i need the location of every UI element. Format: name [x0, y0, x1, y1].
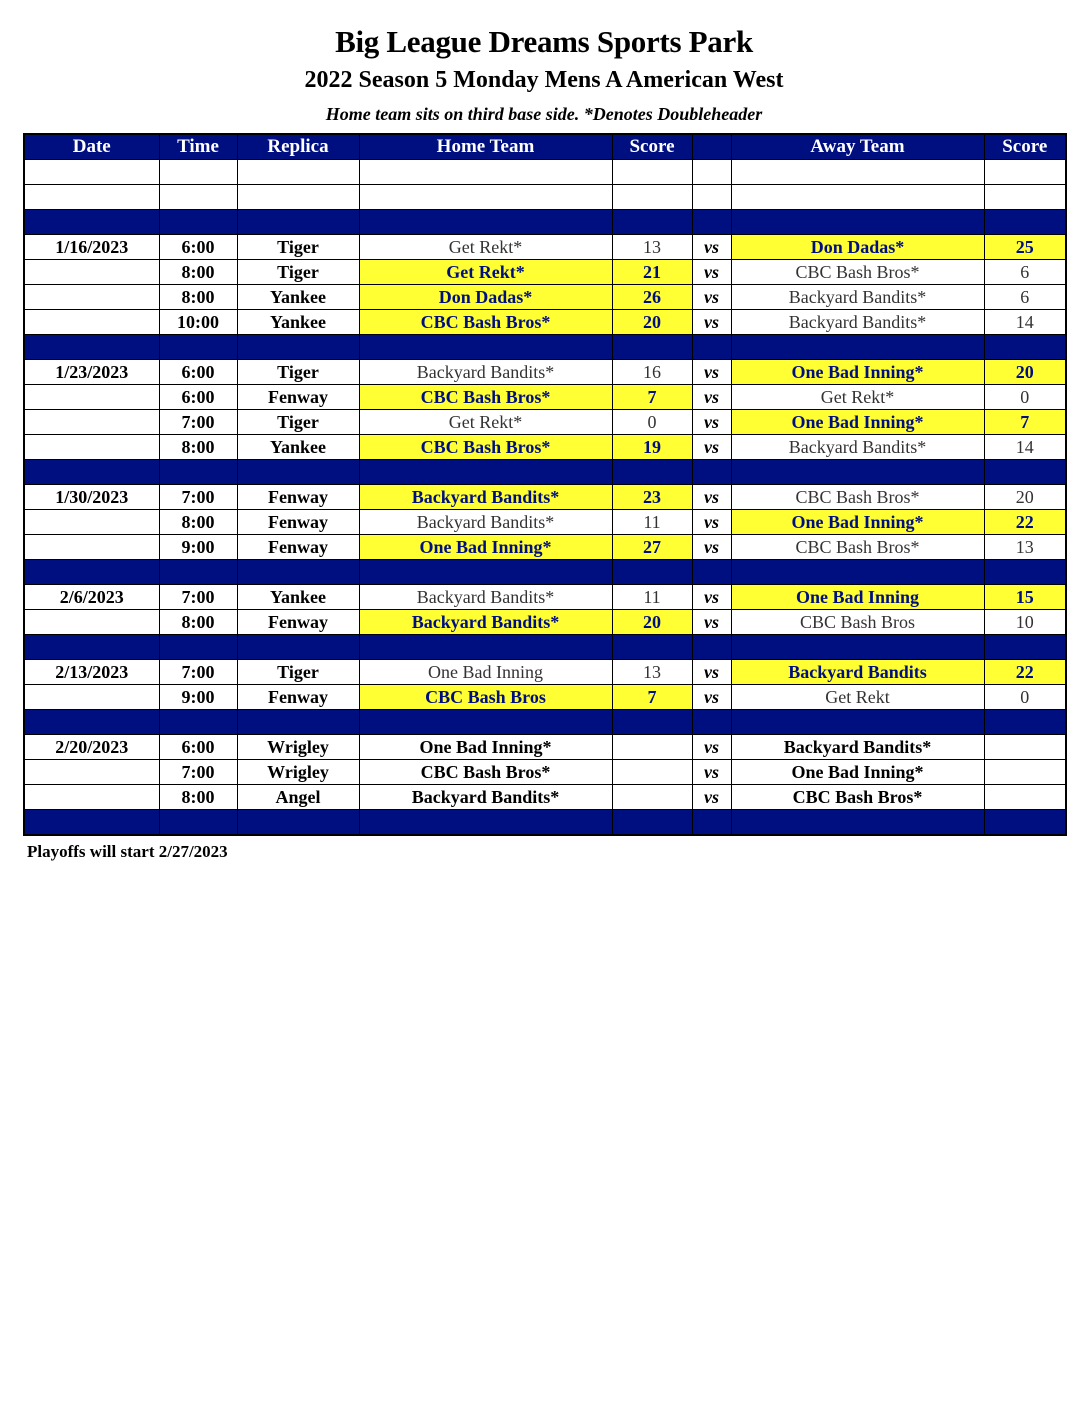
empty-cell — [237, 810, 359, 836]
date-cell — [24, 385, 159, 410]
empty-cell — [692, 460, 731, 485]
away-score-cell: 13 — [984, 535, 1066, 560]
table-row — [24, 310, 1066, 335]
empty-cell — [984, 160, 1066, 185]
time-cell: 7:00 — [159, 660, 237, 685]
empty-cell — [731, 710, 984, 735]
date-cell: 1/16/2023 — [24, 235, 159, 260]
separator-row — [24, 335, 1066, 360]
vs-cell: vs — [692, 435, 731, 460]
away-score-cell: 6 — [984, 260, 1066, 285]
away-score-cell — [984, 785, 1066, 810]
empty-cell — [359, 160, 612, 185]
empty-cell — [159, 460, 237, 485]
empty-cell — [159, 185, 237, 210]
home-score-cell: 13 — [612, 235, 692, 260]
home-score-cell: 20 — [612, 610, 692, 635]
away-team-cell: Backyard Bandits* — [731, 435, 984, 460]
empty-cell — [692, 335, 731, 360]
empty-cell — [237, 710, 359, 735]
empty-cell — [237, 460, 359, 485]
empty-cell — [237, 185, 359, 210]
blank-row — [24, 185, 1066, 210]
home-score-cell: 13 — [612, 660, 692, 685]
column-header-home-score: Score — [612, 134, 692, 160]
empty-cell — [24, 160, 159, 185]
away-team-cell: CBC Bash Bros* — [731, 485, 984, 510]
date-cell: 1/23/2023 — [24, 360, 159, 385]
home-score-cell: 27 — [612, 535, 692, 560]
replica-cell: Wrigley — [237, 735, 359, 760]
home-team-cell: CBC Bash Bros — [359, 685, 612, 710]
table-header-row — [24, 134, 1066, 160]
table-row — [24, 435, 1066, 460]
away-team-cell: Get Rekt — [731, 685, 984, 710]
time-cell: 8:00 — [159, 785, 237, 810]
table-row — [24, 685, 1066, 710]
away-score-cell: 25 — [984, 235, 1066, 260]
empty-cell — [731, 635, 984, 660]
empty-cell — [984, 810, 1066, 836]
time-cell: 6:00 — [159, 360, 237, 385]
home-score-cell — [612, 735, 692, 760]
table-row — [24, 485, 1066, 510]
vs-cell: vs — [692, 385, 731, 410]
replica-cell: Yankee — [237, 435, 359, 460]
home-team-cell: Backyard Bandits* — [359, 360, 612, 385]
home-score-cell: 7 — [612, 385, 692, 410]
away-team-cell: Backyard Bandits — [731, 660, 984, 685]
replica-cell: Fenway — [237, 510, 359, 535]
date-cell — [24, 285, 159, 310]
time-cell: 8:00 — [159, 610, 237, 635]
empty-cell — [359, 710, 612, 735]
away-team-cell: Get Rekt* — [731, 385, 984, 410]
schedule-note: Home team sits on third base side. *Denotes Doubleheader — [325, 104, 763, 124]
date-cell — [24, 260, 159, 285]
home-score-cell — [612, 760, 692, 785]
empty-cell — [24, 460, 159, 485]
empty-cell — [24, 335, 159, 360]
table-row — [24, 285, 1066, 310]
empty-cell — [984, 710, 1066, 735]
home-score-cell — [612, 785, 692, 810]
vs-cell: vs — [692, 585, 731, 610]
home-team-cell: Get Rekt* — [359, 410, 612, 435]
empty-cell — [612, 335, 692, 360]
empty-cell — [984, 635, 1066, 660]
vs-cell: vs — [692, 510, 731, 535]
date-cell — [24, 535, 159, 560]
column-header-time: Time — [159, 134, 237, 160]
away-team-cell: One Bad Inning* — [731, 760, 984, 785]
empty-cell — [692, 185, 731, 210]
home-score-cell: 16 — [612, 360, 692, 385]
home-score-cell: 21 — [612, 260, 692, 285]
replica-cell: Yankee — [237, 310, 359, 335]
away-team-cell: One Bad Inning — [731, 585, 984, 610]
empty-cell — [237, 635, 359, 660]
home-team-cell: Backyard Bandits* — [359, 510, 612, 535]
vs-cell: vs — [692, 610, 731, 635]
table-row — [24, 410, 1066, 435]
empty-cell — [692, 560, 731, 585]
blank-row — [24, 160, 1066, 185]
replica-cell: Fenway — [237, 535, 359, 560]
separator-row — [24, 210, 1066, 235]
away-team-cell: CBC Bash Bros* — [731, 260, 984, 285]
replica-cell: Fenway — [237, 610, 359, 635]
empty-cell — [24, 185, 159, 210]
empty-cell — [159, 335, 237, 360]
empty-cell — [24, 210, 159, 235]
empty-cell — [731, 335, 984, 360]
vs-cell: vs — [692, 685, 731, 710]
separator-row — [24, 635, 1066, 660]
empty-cell — [984, 185, 1066, 210]
time-cell: 8:00 — [159, 260, 237, 285]
home-team-cell: Backyard Bandits* — [359, 785, 612, 810]
home-score-cell: 7 — [612, 685, 692, 710]
away-score-cell: 0 — [984, 685, 1066, 710]
table-row — [24, 585, 1066, 610]
away-team-cell: Backyard Bandits* — [731, 310, 984, 335]
empty-cell — [359, 460, 612, 485]
vs-cell: vs — [692, 660, 731, 685]
home-team-cell: One Bad Inning — [359, 660, 612, 685]
empty-cell — [24, 710, 159, 735]
date-cell: 2/20/2023 — [24, 735, 159, 760]
date-cell — [24, 410, 159, 435]
away-score-cell: 10 — [984, 610, 1066, 635]
column-header-away-score: Score — [984, 134, 1066, 160]
time-cell: 6:00 — [159, 235, 237, 260]
empty-cell — [984, 460, 1066, 485]
empty-cell — [612, 635, 692, 660]
home-score-cell: 11 — [612, 510, 692, 535]
date-cell — [24, 510, 159, 535]
vs-cell: vs — [692, 485, 731, 510]
empty-cell — [692, 635, 731, 660]
replica-cell: Tiger — [237, 360, 359, 385]
away-team-cell: One Bad Inning* — [731, 510, 984, 535]
time-cell: 9:00 — [159, 685, 237, 710]
column-header-replica: Replica — [237, 134, 359, 160]
replica-cell: Fenway — [237, 485, 359, 510]
empty-cell — [612, 560, 692, 585]
date-cell — [24, 785, 159, 810]
away-team-cell: One Bad Inning* — [731, 360, 984, 385]
empty-cell — [692, 710, 731, 735]
empty-cell — [359, 560, 612, 585]
page-title: Big League Dreams Sports Park — [335, 24, 753, 59]
empty-cell — [237, 560, 359, 585]
time-cell: 8:00 — [159, 285, 237, 310]
vs-cell: vs — [692, 360, 731, 385]
table-row — [24, 610, 1066, 635]
page-subtitle: 2022 Season 5 Monday Mens A American West — [304, 67, 784, 93]
empty-cell — [24, 560, 159, 585]
empty-cell — [612, 185, 692, 210]
home-score-cell: 23 — [612, 485, 692, 510]
home-team-cell: CBC Bash Bros* — [359, 435, 612, 460]
empty-cell — [359, 185, 612, 210]
home-team-cell: Backyard Bandits* — [359, 585, 612, 610]
empty-cell — [24, 810, 159, 836]
playoffs-note: Playoffs will start 2/27/2023 — [27, 842, 228, 861]
table-row — [24, 260, 1066, 285]
replica-cell: Yankee — [237, 585, 359, 610]
empty-cell — [237, 335, 359, 360]
table-row — [24, 785, 1066, 810]
empty-cell — [731, 160, 984, 185]
empty-cell — [159, 160, 237, 185]
time-cell: 7:00 — [159, 760, 237, 785]
empty-cell — [692, 810, 731, 836]
empty-cell — [159, 560, 237, 585]
date-cell — [24, 760, 159, 785]
home-team-cell: Backyard Bandits* — [359, 610, 612, 635]
time-cell: 6:00 — [159, 385, 237, 410]
replica-cell: Tiger — [237, 235, 359, 260]
home-score-cell: 11 — [612, 585, 692, 610]
home-team-cell: CBC Bash Bros* — [359, 385, 612, 410]
separator-row — [24, 810, 1066, 836]
away-team-cell: One Bad Inning* — [731, 410, 984, 435]
empty-cell — [731, 460, 984, 485]
schedule-body — [24, 160, 1066, 836]
time-cell: 6:00 — [159, 735, 237, 760]
home-team-cell: One Bad Inning* — [359, 735, 612, 760]
column-header-vs — [692, 134, 731, 160]
empty-cell — [731, 185, 984, 210]
vs-cell: vs — [692, 285, 731, 310]
vs-cell: vs — [692, 410, 731, 435]
replica-cell: Fenway — [237, 685, 359, 710]
empty-cell — [984, 335, 1066, 360]
schedule-table — [23, 133, 1067, 836]
away-score-cell: 0 — [984, 385, 1066, 410]
time-cell: 9:00 — [159, 535, 237, 560]
time-cell: 7:00 — [159, 585, 237, 610]
time-cell: 8:00 — [159, 510, 237, 535]
away-team-cell: CBC Bash Bros — [731, 610, 984, 635]
home-score-cell: 19 — [612, 435, 692, 460]
vs-cell: vs — [692, 310, 731, 335]
empty-cell — [159, 710, 237, 735]
vs-cell: vs — [692, 535, 731, 560]
separator-row — [24, 710, 1066, 735]
date-cell — [24, 310, 159, 335]
empty-cell — [359, 335, 612, 360]
away-score-cell — [984, 760, 1066, 785]
table-row — [24, 385, 1066, 410]
away-score-cell: 15 — [984, 585, 1066, 610]
table-row — [24, 735, 1066, 760]
replica-cell: Wrigley — [237, 760, 359, 785]
separator-row — [24, 560, 1066, 585]
home-score-cell: 20 — [612, 310, 692, 335]
away-score-cell: 20 — [984, 485, 1066, 510]
away-team-cell: Backyard Bandits* — [731, 285, 984, 310]
replica-cell: Tiger — [237, 260, 359, 285]
empty-cell — [159, 210, 237, 235]
column-header-away-team: Away Team — [731, 134, 984, 160]
away-team-cell: CBC Bash Bros* — [731, 535, 984, 560]
replica-cell: Tiger — [237, 660, 359, 685]
empty-cell — [731, 210, 984, 235]
empty-cell — [359, 635, 612, 660]
time-cell: 7:00 — [159, 485, 237, 510]
replica-cell: Yankee — [237, 285, 359, 310]
table-row — [24, 510, 1066, 535]
empty-cell — [692, 160, 731, 185]
date-cell — [24, 610, 159, 635]
empty-cell — [359, 810, 612, 836]
vs-cell: vs — [692, 785, 731, 810]
date-cell: 2/13/2023 — [24, 660, 159, 685]
home-score-cell: 26 — [612, 285, 692, 310]
home-team-cell: CBC Bash Bros* — [359, 310, 612, 335]
table-row — [24, 535, 1066, 560]
away-score-cell: 22 — [984, 510, 1066, 535]
date-cell: 2/6/2023 — [24, 585, 159, 610]
empty-cell — [159, 635, 237, 660]
table-row — [24, 235, 1066, 260]
date-cell: 1/30/2023 — [24, 485, 159, 510]
home-team-cell: One Bad Inning* — [359, 535, 612, 560]
empty-cell — [731, 810, 984, 836]
home-team-cell: Get Rekt* — [359, 235, 612, 260]
away-score-cell: 20 — [984, 360, 1066, 385]
empty-cell — [612, 460, 692, 485]
empty-cell — [612, 810, 692, 836]
column-header-home-team: Home Team — [359, 134, 612, 160]
empty-cell — [237, 160, 359, 185]
table-row — [24, 760, 1066, 785]
date-cell — [24, 685, 159, 710]
away-score-cell: 22 — [984, 660, 1066, 685]
away-team-cell: Backyard Bandits* — [731, 735, 984, 760]
column-header-date: Date — [24, 134, 159, 160]
table-row — [24, 360, 1066, 385]
away-score-cell — [984, 735, 1066, 760]
home-score-cell: 0 — [612, 410, 692, 435]
empty-cell — [24, 635, 159, 660]
replica-cell: Tiger — [237, 410, 359, 435]
empty-cell — [984, 210, 1066, 235]
separator-row — [24, 460, 1066, 485]
date-cell — [24, 435, 159, 460]
home-team-cell: Backyard Bandits* — [359, 485, 612, 510]
replica-cell: Angel — [237, 785, 359, 810]
away-score-cell: 14 — [984, 435, 1066, 460]
vs-cell: vs — [692, 760, 731, 785]
time-cell: 10:00 — [159, 310, 237, 335]
vs-cell: vs — [692, 260, 731, 285]
empty-cell — [237, 210, 359, 235]
empty-cell — [359, 210, 612, 235]
empty-cell — [984, 560, 1066, 585]
empty-cell — [612, 160, 692, 185]
empty-cell — [692, 210, 731, 235]
away-score-cell: 14 — [984, 310, 1066, 335]
home-team-cell: CBC Bash Bros* — [359, 760, 612, 785]
empty-cell — [612, 710, 692, 735]
empty-cell — [159, 810, 237, 836]
time-cell: 8:00 — [159, 435, 237, 460]
away-score-cell: 7 — [984, 410, 1066, 435]
time-cell: 7:00 — [159, 410, 237, 435]
away-team-cell: CBC Bash Bros* — [731, 785, 984, 810]
home-team-cell: Get Rekt* — [359, 260, 612, 285]
empty-cell — [731, 560, 984, 585]
vs-cell: vs — [692, 735, 731, 760]
replica-cell: Fenway — [237, 385, 359, 410]
empty-cell — [612, 210, 692, 235]
away-score-cell: 6 — [984, 285, 1066, 310]
table-row — [24, 660, 1066, 685]
vs-cell: vs — [692, 235, 731, 260]
home-team-cell: Don Dadas* — [359, 285, 612, 310]
away-team-cell: Don Dadas* — [731, 235, 984, 260]
